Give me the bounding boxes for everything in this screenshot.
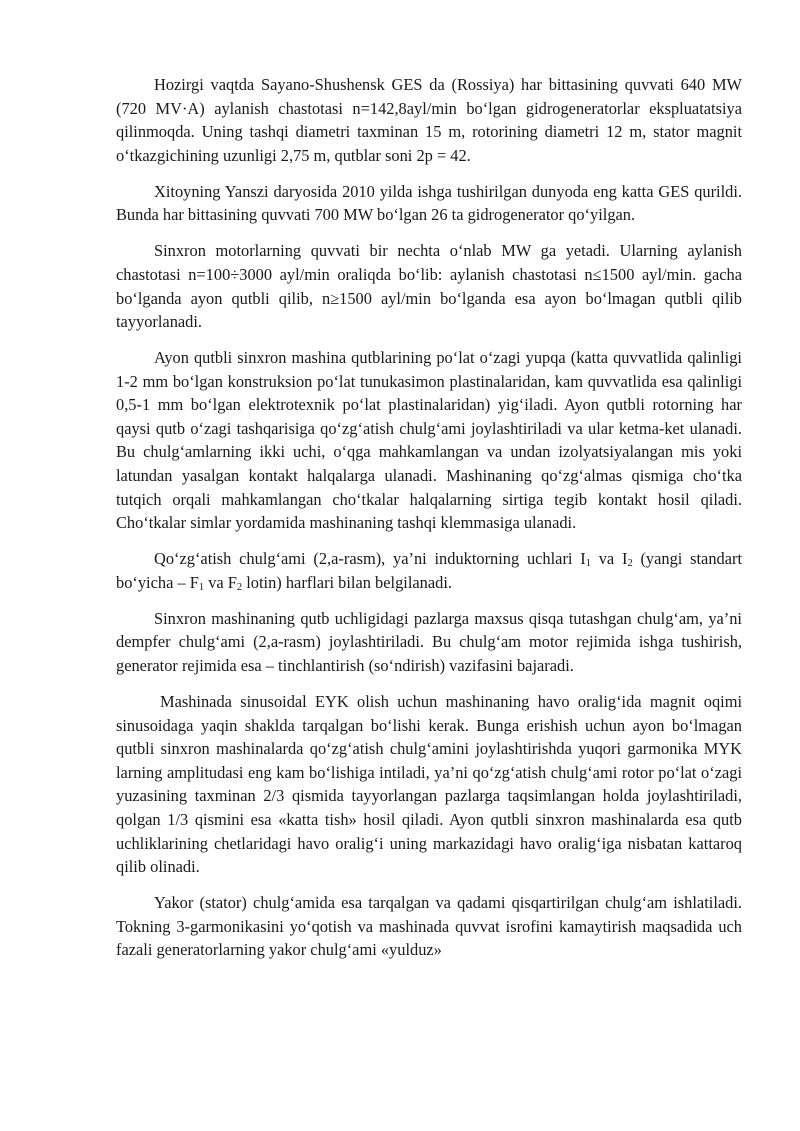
- document-body: [116, 73, 742, 962]
- text-run: va F: [204, 572, 237, 592]
- paragraph-synchronous-motors: Sinxron motorlarning quvvati bir nechta o‘nlab MW ga yetadi. Ularning aylanish chastotasi n=100÷3000 ayl/min oraliqda bo‘lib: aylanish chastotasi n≤1500 ayl/min. gacha bo‘lganda ayon qutbli qilib, n≥1500 ayl/min bo‘lganda esa ayon bo‘lmagan qutbli qilib tayyorlanadi.: [116, 241, 742, 332]
- text-run: lotin) harflari bilan belgilanadi.: [242, 572, 452, 592]
- paragraph-salient-pole-construction: Ayon qutbli sinxron mashina qutblarining po‘lat o‘zagi yupqa (katta quvvatlida qalinligi 1-2 mm bo‘lgan konstruksion po‘lat tunukasimon plastinalaridan, kam quvvatlida esa qalinligi 0,5-1 mm bo‘lgan elektrotexnik po‘lat plastinalaridan) yig‘iladi. Ayon qutbli rotorning har qaysi qutb o‘zagi tashqarisiga qo‘zg‘atish chulg‘ami joylashtiriladi va ular ketma-ket ulanadi. Bu chulg‘amlarning ikki uchi, o‘qga mahkamlangan va undan izolyatsiyalangan mis yoki latundan yasalgan kontakt halqalarga ulanadi. Mashinaning qo‘zg‘almas qismiga cho‘tka tutqich orqali mahkamlangan cho‘tkalar halqalarning sirtiga tegib kontakt hosil qiladi. Cho‘tkalar simlar yordamida mashinaning tashqi klemmasiga ulanadi.: [116, 348, 742, 533]
- subscript: 1: [585, 558, 591, 570]
- subscript: 1: [198, 581, 205, 593]
- subscript: 2: [236, 581, 243, 593]
- text-run: Qo‘zg‘atish chulg‘ami (2,a-rasm), ya’ni induktorning uchlari I: [154, 549, 586, 569]
- paragraph-sayano-shushensk: Hozirgi vaqtda Sayano-Shushensk GES da (Rossiya) har bittasining quvvati 640 MW (720 MV·A) aylanish chastotasi n=142,8ayl/min bo‘lgan gidrogeneratorlar ekspluatatsiya qilinmoqda. Uning tashqi diametri taxminan 15 m, rotorining diametri 12 m, stator magnit o‘tkazgichining uzunligi 2,75 m, qutblar soni 2p = 42.: [116, 75, 742, 165]
- paragraph-stator-winding: Yakor (stator) chulg‘amida esa tarqalgan va qadami qisqartirilgan chulg‘am ishlatiladi. Tokning 3-garmonikasini yo‘qotish va mashinada quvvat isrofini kamaytirish maqsadida uch fazali generatorlarning yakor chulg‘ami «yulduz»: [116, 893, 742, 960]
- paragraph-yanszi-river: Xitoyning Yanszi daryosida 2010 yilda ishga tushirilgan dunyoda eng katta GES qurildi. Bunda har bittasining quvvati 700 MW bo‘lgan 26 ta gidrogenerator qo‘yilgan.: [116, 181, 742, 225]
- subscript: 2: [627, 558, 633, 570]
- paragraph-excitation-winding-terminals: [116, 547, 742, 594]
- text-run: va I: [590, 549, 628, 569]
- paragraph-sinusoidal-emf: Mashinada sinusoidal EYK olish uchun mashinaning havo oralig‘ida magnit oqimi sinusoidaga yaqin shaklda tarqalgan bo‘lishi kerak. Bunga erishish uchun ayon bo‘lmagan qutbli sinxron mashinalarda qo‘zg‘atish chulg‘amini joylashtirishda yuqori garmonika MYK larning amplitudasi eng kam bo‘lishiga intiladi, ya’ni qo‘zg‘atish chulg‘ami rotor po‘lat o‘zagi yuzasining taxminan 2/3 qismida tayyorlangan pazlarga taqsimlangan holda joylashtiriladi, qolgan 1/3 qismini esa «katta tish» hosil qiladi. Ayon qutbli sinxron mashinalarda esa qutb uchliklarining chetlaridagi havo oralig‘i uning markazidagi havo oralig‘iga nisbatan kattaroq qilib olinadi.: [116, 692, 742, 877]
- text-run: (yangi standart bo‘yicha – F: [116, 549, 742, 592]
- paragraph-damper-winding: Sinxron mashinaning qutb uchligidagi pazlarga maxsus qisqa tutashgan chulg‘am, ya’ni dempfer chulg‘ami (2,a-rasm) joylashtiriladi. Bu chulg‘am motor rejimida ishga tushirish, generator rejimida esa – tinchlantirish (so‘ndirish) vazifasini bajaradi.: [116, 608, 742, 676]
